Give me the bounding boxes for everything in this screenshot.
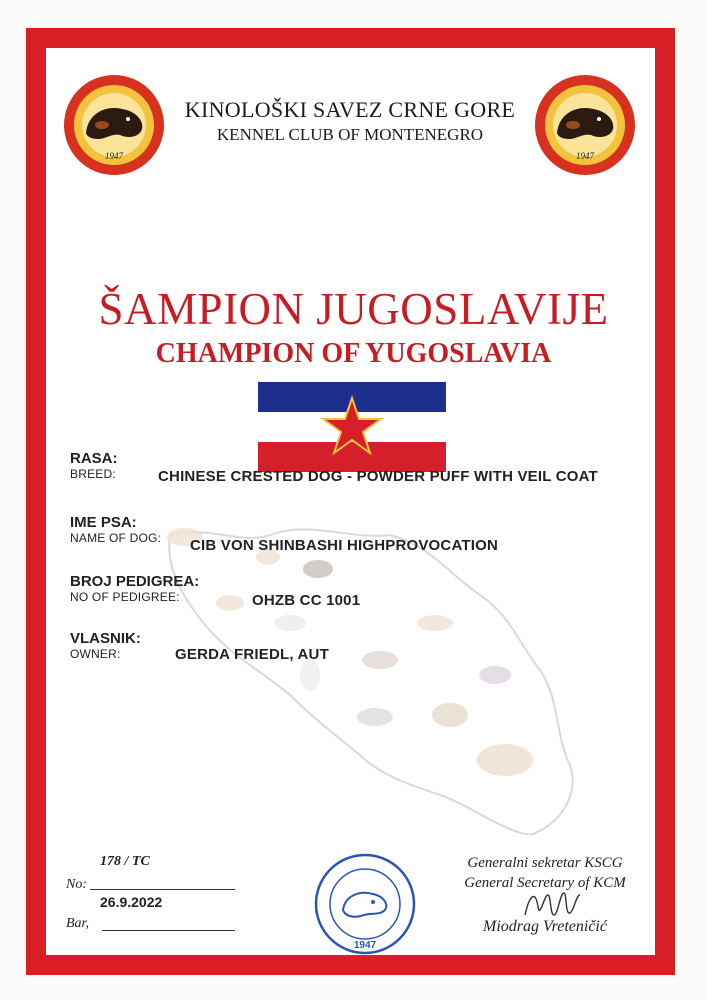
- org-name-local: KINOLOŠKI SAVEZ CRNE GORE: [184, 97, 516, 122]
- breed-value: CHINESE CRESTED DOG - POWDER PUFF WITH VEIL COAT: [158, 468, 598, 485]
- kennel-club-stamp: [313, 852, 417, 956]
- secretary-name: Miodrag Vreteničić: [483, 918, 607, 935]
- number-line: [90, 889, 235, 890]
- certificate-number-value: 178 / TC: [100, 854, 150, 869]
- place-label: Bar,: [66, 916, 89, 931]
- pedigree-value: OHZB CC 1001: [252, 592, 361, 609]
- kennel-club-logo-right: [533, 73, 637, 177]
- certificate-title: ŠAMPION JUGOSLAVIJE: [98, 284, 609, 334]
- secretary-title-local: Generalni sekretar KSCG: [467, 855, 623, 871]
- date-value: 26.9.2022: [100, 894, 163, 910]
- organization-header: [160, 97, 540, 145]
- breed-label: RASA: BREED:: [70, 450, 118, 481]
- kennel-club-logo-left: [62, 73, 166, 177]
- yugoslavia-map-watermark: [150, 505, 590, 835]
- owner-value: GERDA FRIEDL, AUT: [175, 646, 329, 663]
- dog-name-value: CIB VON SHINBASHI HIGHPROVOCATION: [190, 537, 499, 554]
- org-name-english: KENNEL CLUB OF MONTENEGRO: [216, 125, 484, 144]
- number-label: No:: [66, 877, 87, 892]
- owner-label: VLASNIK: OWNER:: [70, 630, 141, 661]
- secretary-title-english: General Secretary of KCM: [464, 875, 626, 891]
- dog-name-label: IME PSA: NAME OF DOG:: [70, 514, 162, 545]
- place-line: [102, 930, 235, 931]
- logo-year: 1947: [576, 151, 594, 161]
- pedigree-label: BROJ PEDIGREA: NO OF PEDIGREE:: [70, 573, 200, 604]
- dog-head-icon: [343, 893, 386, 917]
- stamp-year: 1947: [353, 940, 377, 951]
- yugoslav-flag: [258, 382, 446, 472]
- logo-year: 1947: [105, 151, 123, 161]
- certificate-subtitle: CHAMPION OF YUGOSLAVIA: [155, 338, 552, 369]
